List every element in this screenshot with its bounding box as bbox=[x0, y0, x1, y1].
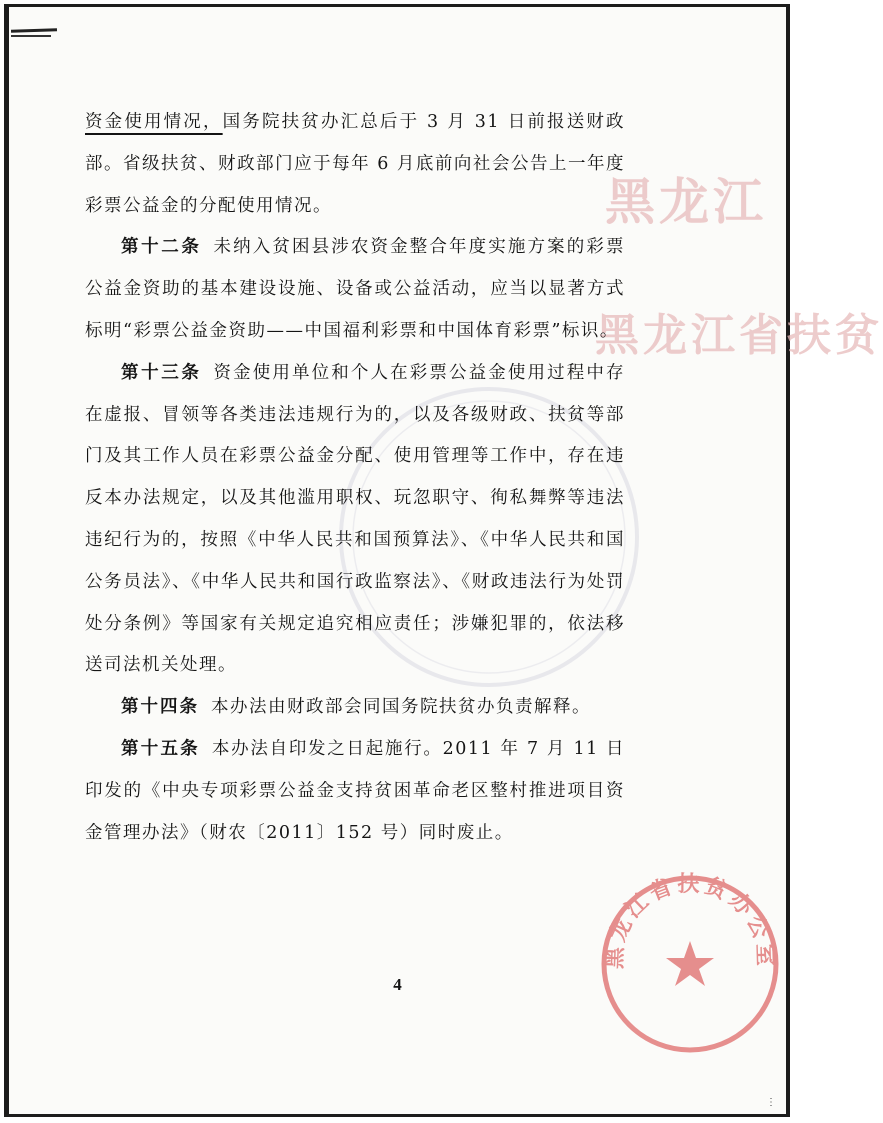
paragraph bbox=[85, 102, 625, 227]
paragraph-lead: 资金使用情况， bbox=[85, 112, 223, 132]
article-text: 本办法由财政部会同国务院扶贫办负责解释。 bbox=[211, 697, 591, 718]
scan-artifact: ⋮ bbox=[766, 1097, 776, 1108]
seal-ring-text: 黑龙江省扶贫办公室 bbox=[601, 870, 779, 971]
article-paragraph bbox=[85, 227, 625, 352]
article-paragraph bbox=[85, 353, 625, 687]
article-paragraph bbox=[85, 729, 625, 854]
article-text: 本办法自印发之日起施行。2011 年 7 月 11 日印发的《中央专项彩票公益金支持贫困革命老区整村推进项目资金管理办法》（财农〔2011〕152 号）同时废止。 bbox=[85, 738, 625, 843]
article-text: 未纳入贫困县涉农资金整合年度实施方案的彩票公益金资助的基本建设设施、设备或公益活动，应当以显著方式标明“彩票公益金资助——中国福利彩票和中国体育彩票”标识。 bbox=[85, 237, 625, 341]
paragraph-text: 国务院扶贫办汇总后于 3 月 31 日前报送财政部。省级扶贫、财政部门应于每年 6 月底前向社会公告上一年度彩票公益金的分配使用情况。 bbox=[85, 112, 626, 216]
document-body bbox=[85, 102, 625, 854]
article-text: 资金使用单位和个人在彩票公益金使用过程中存在虚报、冒领等各类违法违规行为的，以及各级财政、扶贫等部门及其工作人员在彩票公益金分配、使用管理等工作中，存在违反本办法规定，以及其他滥用职权、玩忽职守、徇私舞弊等违法违纪行为的，按照《中华人民共和国预算法》、《中华人民共和国公务员法》、《中华人民共和国行政监察法》、《财政违法行为处罚处分条例》等国家有关规定追究相应责任；涉嫌犯罪的，依法移送司法机关处理。 bbox=[85, 362, 625, 676]
watermark-stamp-text: 黑龙江省扶贫 bbox=[595, 310, 883, 361]
document-page bbox=[4, 4, 883, 1117]
official-seal bbox=[595, 869, 785, 1059]
article-paragraph bbox=[85, 687, 625, 729]
page-number: 4 bbox=[393, 975, 402, 994]
article-heading: 第十五条 bbox=[121, 738, 200, 759]
article-heading: 第十三条 bbox=[121, 362, 202, 383]
article-heading: 第十四条 bbox=[121, 697, 199, 718]
watermark-stamp-text: 黑龙江 bbox=[605, 172, 767, 231]
article-heading: 第十二条 bbox=[121, 237, 202, 258]
scan-mark bbox=[11, 35, 51, 37]
scan-mark bbox=[11, 28, 57, 33]
